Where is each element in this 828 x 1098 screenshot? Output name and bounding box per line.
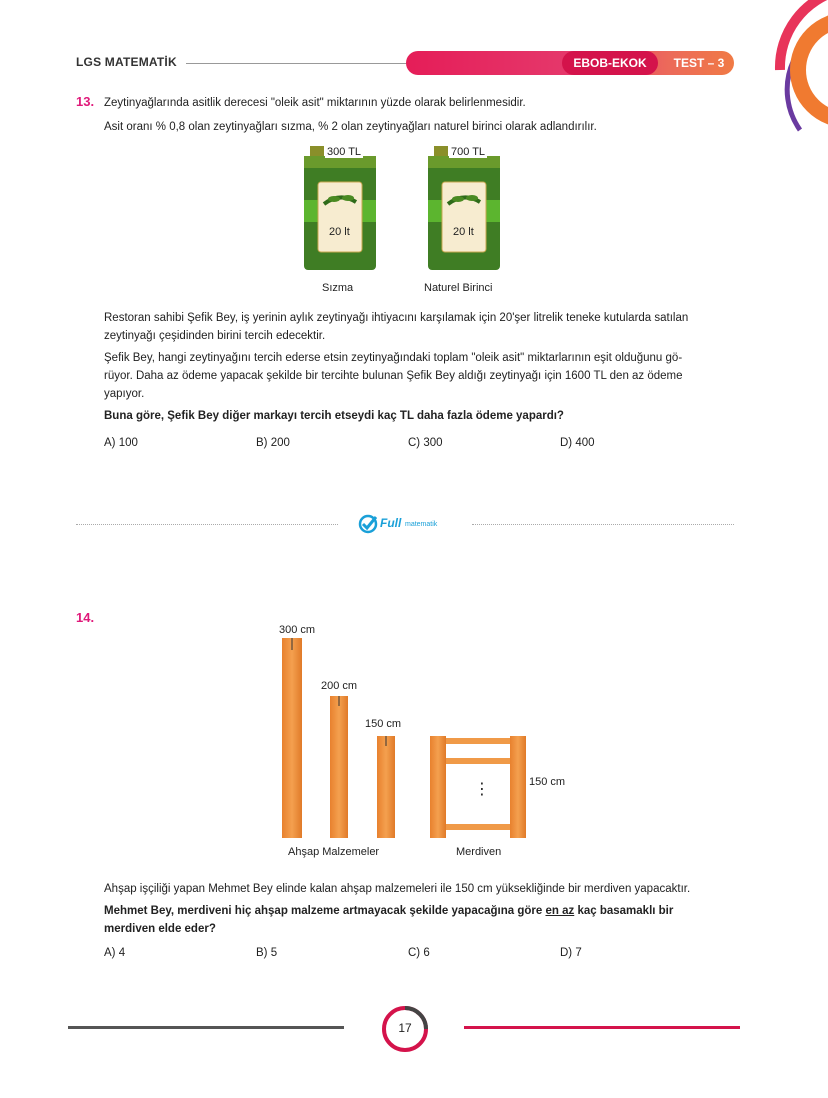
topic-badge: EBOB-EKOK [562,51,658,75]
q14-question-line1 [104,902,673,920]
q13-question: Buna göre, Şefik Bey diğer markayı tercih etseydi kaç TL daha fazla ödeme yapardı? [104,410,564,422]
question-13-number: 13. [76,94,95,109]
can2-name: Naturel Birinci [424,282,493,294]
plank1-label: 300 cm [279,624,316,636]
q14-question-part2: kaç basamaklı bir [577,905,674,917]
can1-price: 300 TL [327,146,362,158]
can2-price: 700 TL [451,146,486,158]
plank2-label: 200 cm [321,680,358,692]
ladder-step [446,824,510,830]
divider-left [76,524,338,525]
q14-option-c[interactable]: C) 6 [408,947,430,959]
plank-200 [330,696,348,838]
wood-figure [270,634,540,844]
test-badge: TEST – 3 [673,56,725,70]
q14-option-a[interactable]: A) 4 [104,947,126,959]
plank3-label: 150 cm [365,718,402,730]
q14-option-d[interactable]: D) 7 [560,947,582,959]
checkmark-logo-icon [358,514,380,534]
q13-option-c[interactable]: C) 300 [408,437,443,449]
q14-question-emphasis: en az [545,905,575,917]
subject-title: LGS MATEMATİK [76,55,177,69]
can1-volume: 20 lt [329,226,350,238]
q14-question-part1: Mehmet Bey, merdiveni hiç ahşap malzeme artmayacak şekilde yapacağına göre [104,905,543,917]
q13-option-b[interactable]: B) 200 [256,437,290,449]
q13-para2-line2: rüyor. Daha az ödeme yapacak şekilde bir tercihte bulunan Şefik Bey aldığı zeytinyağı için 1600 TL den az ödeme [104,370,683,382]
q14-text: Ahşap işçiliği yapan Mehmet Bey elinde kalan ahşap malzemeleri ile 150 cm yüksekliğinde bir merdiven yapacaktır. [104,883,691,895]
q13-option-a[interactable]: A) 100 [104,437,138,449]
decorative-arcs [720,0,828,160]
can2-volume: 20 lt [453,226,474,238]
ladder-ellipsis: ⋮ [474,781,490,798]
ladder-right-rail [510,736,526,838]
footer-rule-right [464,1026,740,1029]
footer-rule-left [68,1026,344,1029]
q13-option-d[interactable]: D) 400 [560,437,595,449]
caption-materials: Ahşap Malzemeler [288,846,380,858]
ladder-step [446,758,510,764]
divider-right [472,524,734,525]
q14-question-line2: merdiven elde eder? [104,923,216,935]
olive-oil-can-sizma [298,144,382,272]
q13-para1-line2: zeytinyağı çeşidinden birini tercih edecektir. [104,330,326,342]
q13-line2: Asit oranı % 0,8 olan zeytinyağları sızma, % 2 olan zeytinyağları naturel birinci olarak adlandırılır. [104,121,597,133]
ladder-height-label: 150 cm [529,776,566,788]
plank-300 [282,638,302,838]
question-14-number: 14. [76,610,95,625]
q14-option-b[interactable]: B) 5 [256,947,278,959]
olive-oil-can-naturel [422,144,506,272]
q13-line1: Zeytinyağlarında asitlik derecesi "oleik asit" miktarının yüzde olarak belirlenmesidir. [104,97,526,109]
can1-name: Sızma [322,282,354,294]
logo-text: Full [380,516,402,530]
q13-para2-line1: Şefik Bey, hangi zeytinyağını tercih ederse etsin zeytinyağındaki toplam "oleik asit" miktarlarının eşit olduğunu gö- [104,352,683,364]
ladder-step [446,738,510,744]
q13-para1-line1: Restoran sahibi Şefik Bey, iş yerinin aylık zeytinyağı ihtiyacını karşılamak için 20'şer litrelik teneke kutularda satılan [104,312,689,324]
page-number: 17 [398,1021,412,1035]
plank-150 [377,736,395,838]
header-rule [186,63,408,64]
logo-subtext: matematik [405,521,438,528]
ladder-left-rail [430,736,446,838]
q13-para2-line3: yapıyor. [104,388,145,400]
caption-ladder: Merdiven [456,846,502,858]
